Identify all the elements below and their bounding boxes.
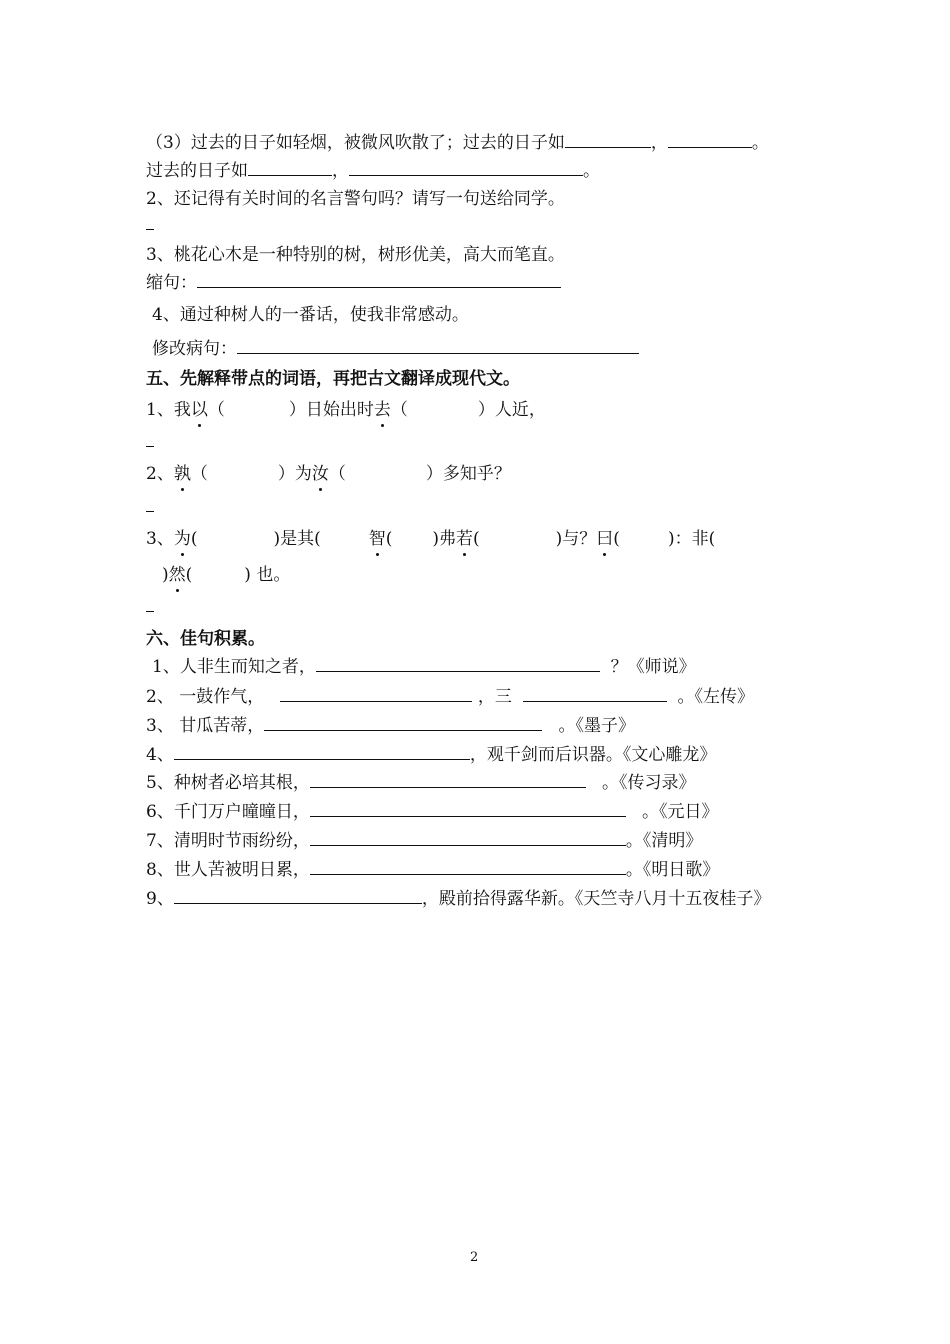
row-text: 2、 bbox=[146, 464, 174, 484]
quote-item-2 bbox=[146, 682, 754, 707]
answer-blank[interactable] bbox=[310, 829, 626, 846]
dotted-word: 曰 bbox=[596, 524, 613, 549]
answer-blank-short[interactable] bbox=[146, 611, 154, 612]
quote-source: 。《传习录》 bbox=[602, 773, 696, 793]
answer-blank[interactable] bbox=[174, 887, 422, 904]
passage-text: （3）过去的日子如轻烟，被微风吹散了；过去的日子如 bbox=[146, 133, 565, 153]
quote-item-8 bbox=[146, 855, 719, 880]
paren-open: ( bbox=[185, 565, 193, 585]
quote-source: ？《师说》 bbox=[610, 657, 696, 677]
quote-item-1 bbox=[152, 652, 696, 677]
question-3: 3、桃花心木是一种特别的树，树形优美，高大而笔直。 bbox=[146, 245, 565, 265]
dotted-word: 以 bbox=[191, 395, 208, 420]
quote-pre: 1、人非生而知之者， bbox=[152, 657, 316, 677]
correct-label: 修改病句： bbox=[152, 339, 237, 359]
row-text: )是其( bbox=[273, 529, 321, 549]
quote-mid: ，三 bbox=[477, 687, 512, 707]
quote-source: 。《元日》 bbox=[642, 802, 719, 822]
classical-row-3-cont bbox=[162, 560, 290, 585]
period: 。 bbox=[583, 161, 600, 181]
paren-open: ( bbox=[613, 529, 620, 549]
section-6-title: 六、佳句积累。 bbox=[146, 629, 265, 649]
dotted-word: 孰 bbox=[174, 459, 191, 484]
classical-row-1 bbox=[146, 395, 546, 420]
paren-open: ( bbox=[190, 529, 198, 549]
quote-item-4 bbox=[146, 740, 716, 765]
row-text: 3、 bbox=[146, 529, 174, 549]
quote-source: 。《清明》 bbox=[625, 831, 703, 851]
row-text: ）为 bbox=[277, 464, 312, 484]
paren-open: （ bbox=[390, 400, 408, 420]
classical-row-2 bbox=[146, 459, 511, 484]
answer-blank[interactable] bbox=[264, 714, 542, 731]
passage-line-1 bbox=[146, 128, 769, 153]
question-4: 4、通过种树人的一番话，使我非常感动。 bbox=[152, 305, 469, 325]
answer-blank-short[interactable] bbox=[146, 511, 154, 512]
quote-pre: 3、 甘瓜苦蒂， bbox=[146, 716, 265, 736]
quote-pre: 5、种树者必培其根， bbox=[146, 773, 310, 793]
quote-source: 。《墨子》 bbox=[558, 716, 635, 736]
dotted-word: 去 bbox=[374, 395, 391, 420]
condense-sentence-row bbox=[146, 268, 561, 293]
period: 。 bbox=[751, 133, 769, 153]
answer-blank[interactable] bbox=[523, 685, 667, 702]
correct-sentence-row bbox=[152, 334, 639, 359]
passage-line-2 bbox=[146, 156, 600, 181]
row-text: ）日始出时 bbox=[288, 400, 374, 420]
row-text: )：非( bbox=[667, 529, 716, 549]
section-5-title: 五、先解释带点的词语，再把古文翻译成现代文。 bbox=[146, 369, 520, 389]
paren-open: （ bbox=[328, 464, 346, 484]
quote-source: ，殿前拾得露华新。《天竺寺八月十五夜桂子》 bbox=[421, 889, 771, 909]
dotted-word: 若 bbox=[456, 524, 473, 549]
answer-blank[interactable] bbox=[668, 131, 752, 148]
paren-open: （ bbox=[207, 400, 225, 420]
answer-blank[interactable] bbox=[349, 159, 583, 176]
row-text: ）人近， bbox=[477, 400, 546, 420]
row-text: ）多知乎？ bbox=[425, 464, 511, 484]
answer-blank[interactable] bbox=[237, 337, 639, 354]
quote-item-7 bbox=[146, 826, 702, 851]
answer-blank[interactable] bbox=[197, 271, 561, 288]
page-number: 2 bbox=[470, 1250, 479, 1265]
quote-item-3 bbox=[146, 711, 635, 736]
comma: ， bbox=[650, 133, 668, 153]
answer-blank[interactable] bbox=[310, 800, 626, 817]
row-text: )与？ bbox=[555, 529, 597, 549]
answer-blank[interactable] bbox=[310, 858, 626, 875]
answer-blank-short[interactable] bbox=[146, 446, 154, 447]
row-text: 1、我 bbox=[146, 400, 191, 420]
condense-label: 缩句： bbox=[146, 273, 197, 293]
quote-pre: 4、 bbox=[146, 745, 174, 765]
paren-open: ( bbox=[473, 529, 480, 549]
answer-blank[interactable] bbox=[565, 131, 651, 148]
passage-text: 过去的日子如 bbox=[146, 161, 248, 181]
dotted-word: 为 bbox=[174, 524, 191, 549]
answer-blank[interactable] bbox=[174, 743, 470, 760]
quote-item-5 bbox=[146, 768, 696, 793]
paren-open: （ bbox=[190, 464, 208, 484]
classical-row-3: 3、为( )是其( 智( )弗若( )与？曰( )：非( bbox=[146, 524, 715, 549]
row-text: )弗 bbox=[432, 529, 457, 549]
dotted-word: 然 bbox=[169, 560, 186, 585]
dotted-word: 汝 bbox=[312, 459, 329, 484]
answer-blank-short[interactable] bbox=[146, 229, 154, 230]
quote-pre: 2、 一鼓作气， bbox=[146, 687, 265, 707]
answer-blank[interactable] bbox=[316, 655, 600, 672]
answer-blank[interactable] bbox=[310, 771, 586, 788]
comma: ， bbox=[332, 161, 349, 181]
quote-pre: 8、世人苦被明日累， bbox=[146, 860, 310, 880]
answer-blank[interactable] bbox=[248, 159, 332, 176]
quote-pre: 6、千门万户曈曈日， bbox=[146, 802, 310, 822]
quote-source: ，观千剑而后识器。《文心雕龙》 bbox=[469, 745, 717, 765]
quote-pre: 9、 bbox=[146, 889, 174, 909]
question-2: 2、还记得有关时间的名言警句吗？请写一句送给同学。 bbox=[146, 189, 565, 209]
dotted-word: 智 bbox=[369, 524, 386, 549]
quote-source: 。《左传》 bbox=[677, 687, 754, 707]
row-text: ) bbox=[162, 565, 169, 585]
quote-source: 。《明日歌》 bbox=[625, 860, 720, 880]
answer-blank[interactable] bbox=[280, 685, 472, 702]
quote-item-6 bbox=[146, 797, 719, 822]
quote-item-9 bbox=[146, 884, 770, 909]
quote-pre: 7、清明时节雨纷纷， bbox=[146, 831, 310, 851]
row-text: ) 也。 bbox=[244, 565, 291, 585]
